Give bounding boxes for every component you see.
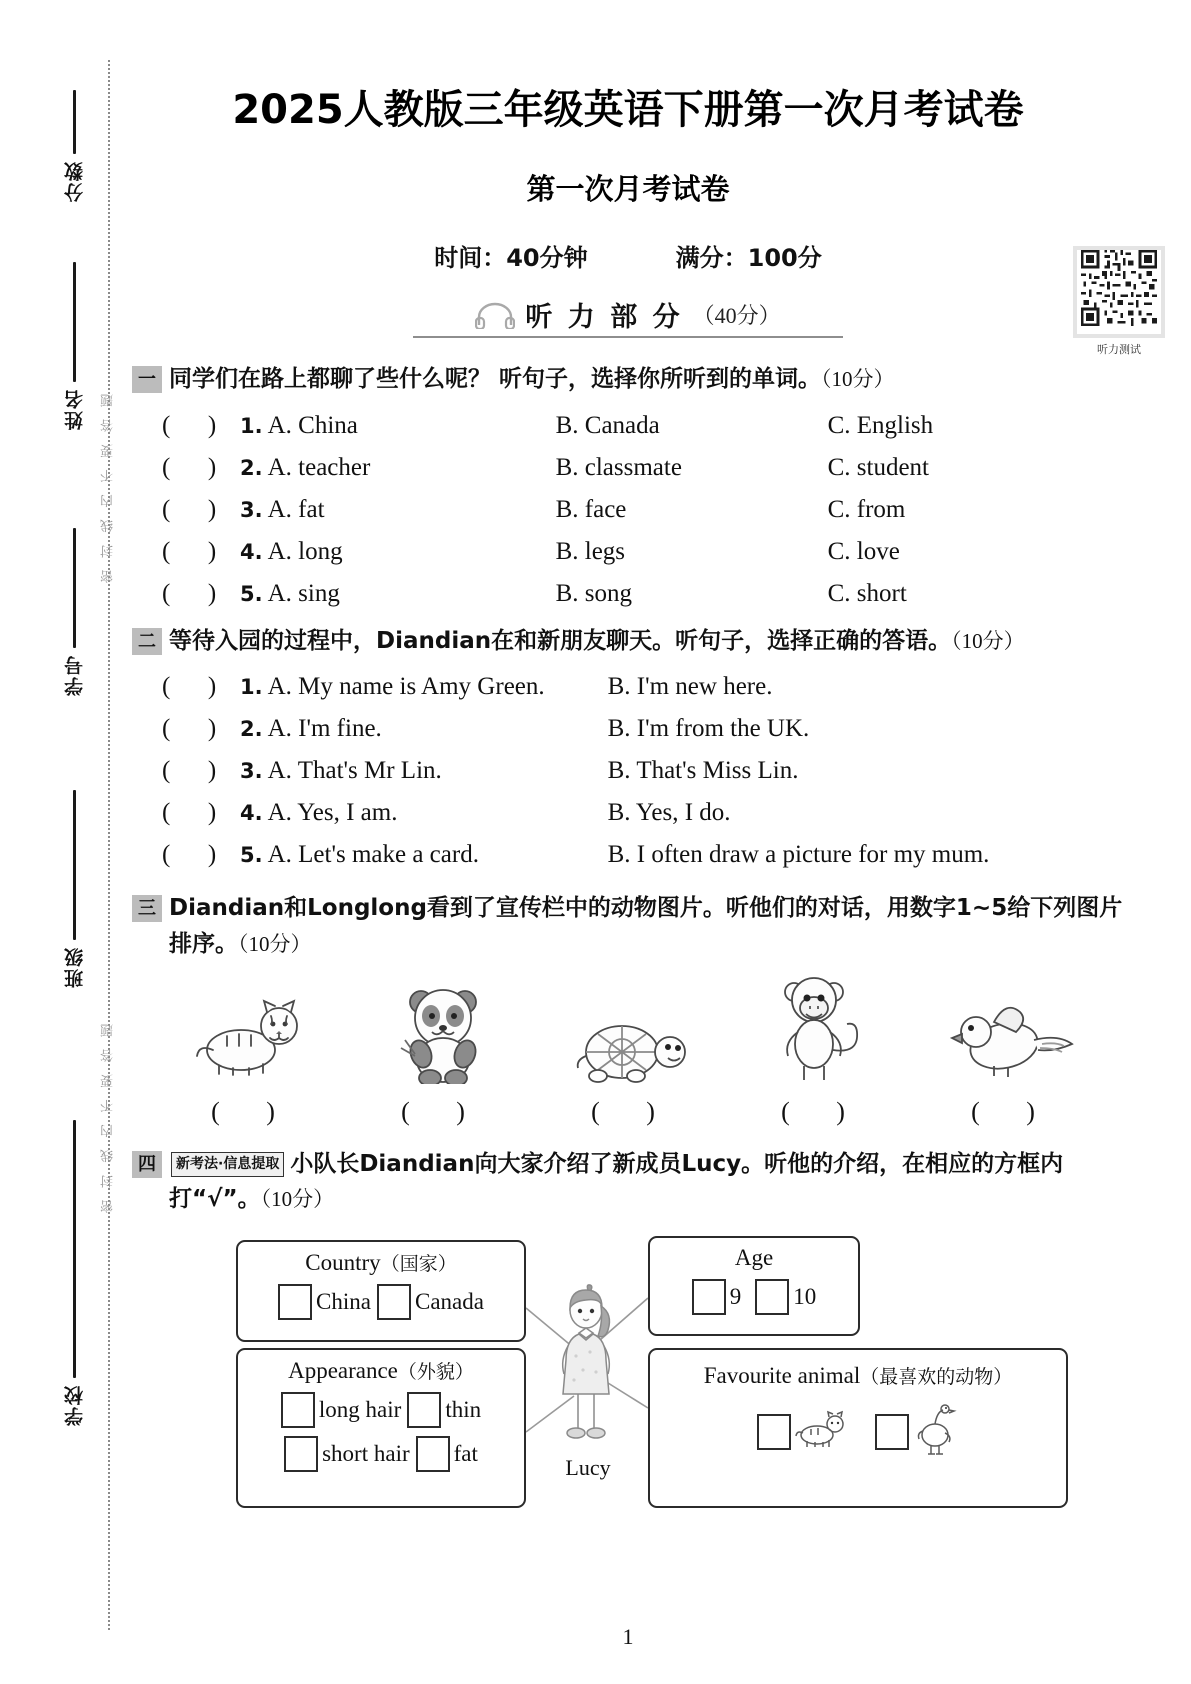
ostrich-icon [913,1403,959,1461]
option-b[interactable]: B. classmate [555,453,682,481]
appearance-options-row-1 [238,1392,524,1428]
option-a[interactable]: A. long [267,537,343,565]
lucy-figure [536,1284,640,1481]
monkey-icon [760,1071,886,1088]
question-text-2 [169,624,1128,660]
tiger-icon [795,1407,851,1457]
margin-field-studentid [52,528,96,696]
country-option-canada[interactable] [377,1284,484,1320]
option-a[interactable]: A. fat [267,495,325,523]
option-b[interactable]: B. legs [555,537,626,565]
new-question-type-badge: 新考法·信息提取 [171,1152,284,1178]
favourite-animal-options [650,1403,1066,1461]
listening-section-points: （40分） [692,303,781,328]
animal-cell [938,1000,1088,1089]
margin-rule [73,262,76,382]
question-prompt-1: 同学们在路上都聊了些什么呢？ 听句子，选择你所听到的单词。 [169,366,822,392]
option-b[interactable]: B. That's Miss Lin. [607,757,799,785]
listening-section-title: 听 力 部 分 [525,302,683,333]
answer-blank[interactable]: ( ) [162,411,217,439]
margin-label-studentid: 学号 [63,654,86,696]
appearance-info-box [236,1348,526,1508]
margin-field-class [52,790,96,988]
item-index: 1. [240,675,263,700]
favourite-animal-title-cn: （最喜欢的动物） [860,1365,1013,1388]
answer-blank[interactable]: ( ) [591,1096,675,1126]
answer-blank[interactable]: ( ) [971,1096,1055,1126]
option-c[interactable]: C. love [827,537,900,565]
favourite-animal-info-box [648,1348,1068,1508]
fold-line-text: 密 封 线 内 不 要 答 题 [101,390,116,583]
question-heading-2 [128,624,1128,660]
animal-answer-row [128,1097,1128,1127]
margin-field-school [52,1120,96,1426]
answer-blank[interactable]: ( ) [162,673,217,701]
girl-icon [538,1435,638,1452]
question-block-2 [128,624,1128,870]
checkbox[interactable] [755,1279,789,1315]
question-number-3: 三 [132,895,162,922]
question-block-4 [128,1147,1128,1526]
age-option-9[interactable] [692,1279,742,1315]
item-index: 2. [240,455,263,480]
option-c[interactable]: C. student [827,453,929,481]
margin-label-school: 学校 [63,1384,86,1426]
favourite-animal-box-title [650,1362,1066,1389]
fold-line [108,60,110,1630]
answer-row[interactable] [128,757,1128,785]
page-subtitle: 第一次月考试卷 [526,172,730,206]
option-a[interactable]: A. sing [267,579,340,607]
question-number-1: 一 [132,366,162,393]
question-block-3 [128,891,1128,1126]
question-text-1 [169,362,1128,398]
answer-blank[interactable]: ( ) [162,841,217,869]
answer-row[interactable] [128,841,1128,869]
answer-blank[interactable]: ( ) [162,757,217,785]
answer-blank[interactable]: ( ) [162,495,217,523]
country-title-en: Country [305,1249,381,1275]
item-index: 4. [240,801,263,826]
margin-label-class: 班级 [63,946,86,988]
answer-row[interactable] [128,715,1128,743]
margin-field-score [52,90,96,202]
question-prompt-3: Diandian和Longlong看到了宣传栏中的动物图片。听他们的对话，用数字1~5给下列图片排序。 [169,895,1123,957]
appearance-option-label: fat [453,1440,478,1466]
favourite-animal-option-ostrich[interactable] [875,1403,959,1461]
appearance-option-long-hair[interactable] [281,1392,401,1428]
age-box-title: Age [734,1244,774,1270]
appearance-options-row-2 [238,1436,524,1472]
item-index: 3. [240,497,263,522]
headphone-icon [475,301,515,329]
country-option-china[interactable] [278,1284,371,1320]
option-a[interactable]: A. teacher [267,453,371,481]
item-index: 3. [240,759,263,784]
tiger-icon [193,1071,313,1088]
option-c[interactable]: C. English [827,411,934,439]
listening-qr[interactable] [1072,246,1166,357]
appearance-option-label: short hair [322,1440,410,1466]
fold-line-text: 密 封 线 内 不 要 答 题 [101,1020,116,1213]
answer-blank[interactable]: ( ) [401,1096,485,1126]
page-title: 2025人教版三年级英语下册第一次月考试卷 [232,87,1024,133]
section-divider [413,336,843,338]
checkbox[interactable] [377,1284,411,1320]
option-b[interactable]: B. face [555,495,627,523]
answer-blank[interactable]: ( ) [781,1096,865,1126]
option-b[interactable]: B. I often draw a picture for my mum. [607,841,990,869]
margin-rule [73,790,76,940]
country-title-cn: （国家） [380,1252,457,1275]
option-b[interactable]: B. Yes, I do. [607,799,731,827]
option-a[interactable]: A. My name is Amy Green. [267,673,545,701]
option-a[interactable]: A. I'm fine. [267,715,382,743]
exam-page [128,0,1141,1684]
question-points-1: （10分） [821,367,895,391]
country-option-label: Canada [414,1288,484,1314]
left-margin [0,0,120,1684]
page-number: 1 [622,1624,634,1649]
checkbox[interactable] [284,1436,318,1472]
item-index: 5. [240,843,263,868]
question-prompt-2: 等待入园的过程中，Diandian在和新朋友聊天。听句子，选择正确的答语。 [169,627,952,654]
question-heading-4 [128,1147,1128,1218]
answer-row[interactable] [128,580,1128,608]
animal-cell [178,988,328,1089]
appearance-box-title [238,1357,524,1384]
appearance-option-label: thin [445,1396,482,1422]
margin-rule [73,1120,76,1378]
checkbox[interactable] [875,1414,909,1450]
option-a[interactable]: A. China [267,411,358,439]
favourite-animal-option-tiger[interactable] [757,1407,851,1457]
answer-blank[interactable]: ( ) [162,715,217,743]
animal-cell [748,974,898,1089]
option-a[interactable]: A. Yes, I am. [267,799,398,827]
exam-meta [128,238,1128,273]
answer-blank[interactable]: ( ) [162,799,217,827]
option-b[interactable]: B. I'm new here. [607,673,773,701]
answer-blank[interactable]: ( ) [211,1096,295,1126]
margin-rule [73,90,76,154]
exam-total-score: 满分：100分 [675,244,822,272]
age-option-label: 10 [793,1283,817,1309]
animal-cell [368,980,518,1089]
country-option-label: China [316,1288,371,1314]
age-option-label: 9 [729,1283,742,1309]
country-info-box [236,1240,526,1342]
age-info-box [648,1236,860,1336]
question-text-4 [169,1147,1128,1218]
animal-picture-row [128,981,1128,1089]
option-c[interactable]: C. from [827,495,906,523]
checkbox[interactable] [692,1279,726,1315]
appearance-title-cn: （外貌） [397,1360,474,1383]
question-number-4: 四 [132,1151,162,1178]
option-b[interactable]: B. I'm from the UK. [607,715,810,743]
option-a[interactable]: A. Let's make a card. [267,841,479,869]
answer-blank[interactable]: ( ) [162,537,217,565]
panda-icon [383,1071,503,1088]
age-options [650,1279,858,1315]
question-block-1 [128,362,1128,608]
lucy-info-diagram [128,1236,1128,1526]
option-b[interactable]: B. song [555,579,632,607]
animal-cell [558,1012,708,1089]
qr-code-icon[interactable] [1073,246,1165,338]
checkbox[interactable] [416,1436,450,1472]
checkbox[interactable] [407,1392,441,1428]
question-points-3: （10分） [238,931,312,956]
answer-row[interactable] [128,673,1128,701]
question-points-4: （10分） [260,1187,335,1212]
country-options [238,1284,524,1320]
answer-row[interactable] [128,412,1128,440]
answer-row[interactable] [128,799,1128,827]
answer-row[interactable] [128,538,1128,566]
age-option-10[interactable] [755,1279,816,1315]
question-points-2: （10分） [951,628,1025,653]
option-c[interactable]: C. short [827,579,907,607]
margin-rule [73,528,76,648]
listening-section-band [128,295,1128,334]
lucy-name-label: Lucy [565,1454,611,1480]
question-heading-3 [128,891,1128,962]
option-b[interactable]: B. Canada [555,411,660,439]
question-prompt-4: 小队长Diandian向大家介绍了新成员Lucy。听他的介绍，在相应的方框内打“√”。 [169,1150,1064,1213]
answer-row[interactable] [128,496,1128,524]
checkbox[interactable] [281,1392,315,1428]
bird-icon [950,1071,1076,1088]
appearance-option-thin[interactable] [407,1392,481,1428]
option-a[interactable]: A. That's Mr Lin. [267,757,442,785]
appearance-option-label: long hair [318,1396,402,1422]
exam-time: 时间：40分钟 [434,244,588,272]
country-box-title [238,1249,524,1276]
question-number-2: 二 [132,628,162,655]
checkbox[interactable] [278,1284,312,1320]
checkbox[interactable] [757,1414,791,1450]
answer-blank[interactable]: ( ) [162,453,217,481]
appearance-option-fat[interactable] [416,1436,478,1472]
item-index: 2. [240,717,263,742]
answer-row[interactable] [128,454,1128,482]
margin-label-score: 分数 [63,160,86,202]
question-heading-1 [128,362,1128,398]
qr-caption: 听力测试 [1097,343,1141,356]
item-index: 1. [240,413,263,438]
turtle-icon [570,1071,696,1088]
margin-label-name: 姓名 [63,388,86,430]
margin-field-name [52,262,96,430]
appearance-option-short-hair[interactable] [284,1436,410,1472]
answer-blank[interactable]: ( ) [162,579,217,607]
favourite-animal-title-en: Favourite animal [703,1362,861,1388]
question-text-3 [169,891,1128,962]
item-index: 4. [240,539,263,564]
item-index: 5. [240,581,263,606]
appearance-title-en: Appearance [288,1357,398,1383]
